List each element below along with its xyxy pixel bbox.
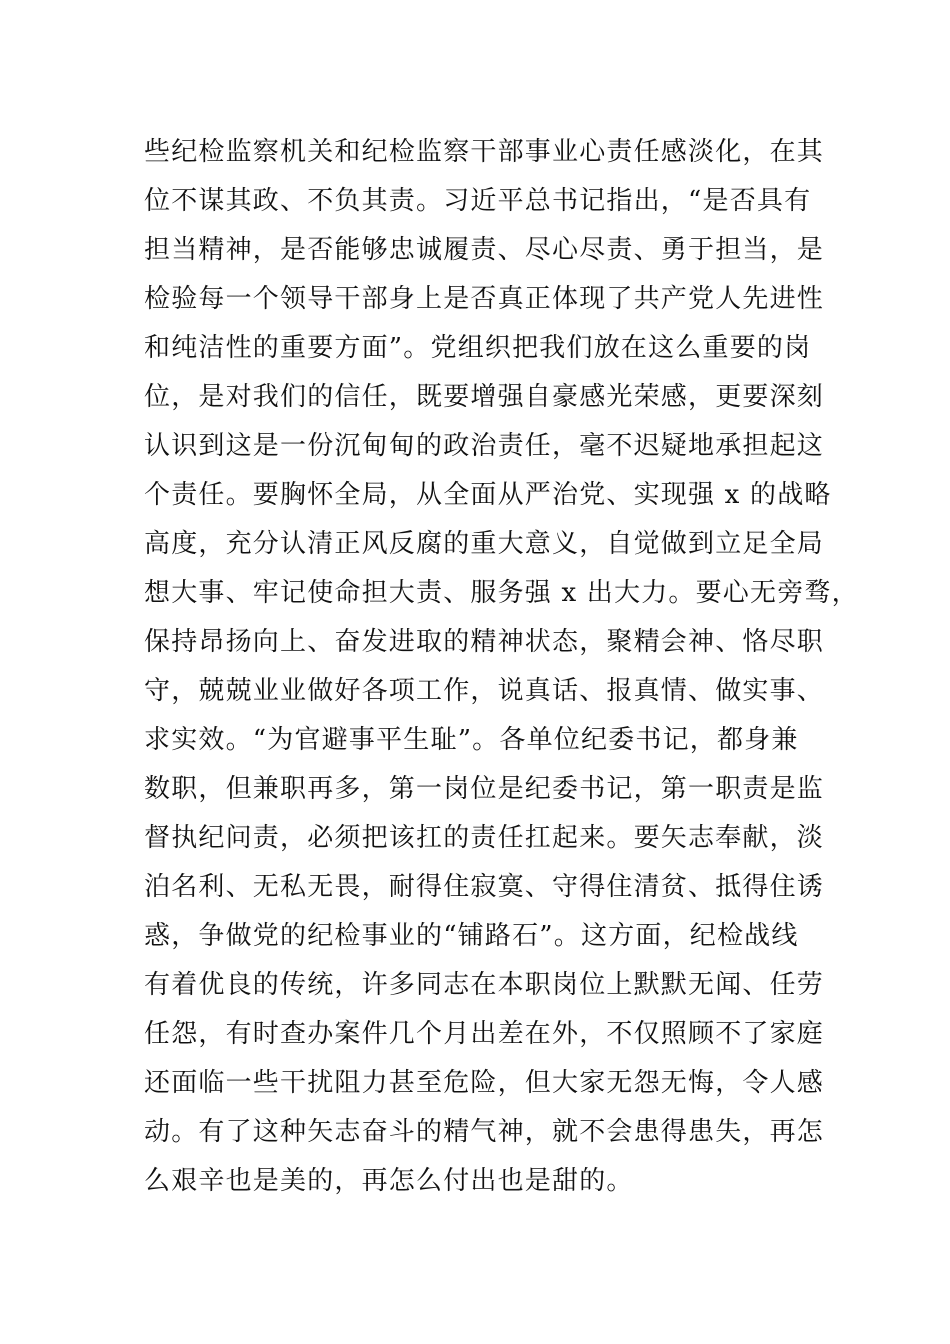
- text-line: 泊名利、无私无畏，耐得住寂寞、守得住清贫、抵得住诱: [144, 872, 825, 902]
- text-line: 保持昂扬向上、奋发进取的精神状态，聚精会神、恪尽职: [144, 627, 825, 657]
- text-line: 惑，争做党的纪检事业的“铺路石”。这方面，纪检战线: [144, 921, 799, 951]
- text-line: 和纯洁性的重要方面”。党组织把我们放在这么重要的岗: [144, 333, 812, 363]
- text-line: 想大事、牢记使命担大责、服务强 x 出大力。要心无旁骛，: [144, 578, 859, 608]
- text-line: 位不谋其政、不负其责。习近平总书记指出，“是否具有: [144, 186, 812, 216]
- text-line: 有着优良的传统，许多同志在本职岗位上默默无闻、任劳: [144, 970, 825, 1000]
- text-line: 担当精神，是否能够忠诚履责、尽心尽责、勇于担当，是: [144, 235, 825, 265]
- text-line: 些纪检监察机关和纪检监察干部事业心责任感淡化，在其: [144, 137, 825, 167]
- body-paragraph: [144, 128, 859, 1206]
- text-line: 还面临一些干扰阻力甚至危险，但大家无怨无悔，令人感: [144, 1068, 825, 1098]
- text-line: 动。有了这种矢志奋斗的精气神，就不会患得患失，再怎: [144, 1117, 825, 1147]
- text-line: 高度，充分认清正风反腐的重大意义，自觉做到立足全局: [144, 529, 825, 559]
- text-line: 督执纪问责，必须把该扛的责任扛起来。要矢志奉献，淡: [144, 823, 825, 853]
- text-line: 任怨，有时查办案件几个月出差在外，不仅照顾不了家庭: [144, 1019, 825, 1049]
- text-line: 个责任。要胸怀全局，从全面从严治党、实现强 x 的战略: [144, 480, 832, 510]
- text-line: 数职，但兼职再多，第一岗位是纪委书记，第一职责是监: [144, 774, 825, 804]
- text-line: 求实效。“为官避事平生耻”。各单位纪委书记，都身兼: [144, 725, 799, 755]
- text-line: 检验每一个领导干部身上是否真正体现了共产党人先进性: [144, 284, 825, 314]
- text-line: 位，是对我们的信任，既要增强自豪感光荣感，更要深刻: [144, 382, 825, 412]
- text-line: 守，兢兢业业做好各项工作，说真话、报真情、做实事、: [144, 676, 825, 706]
- text-line: 认识到这是一份沉甸甸的政治责任，毫不迟疑地承担起这: [144, 431, 825, 461]
- text-line: 么艰辛也是美的，再怎么付出也是甜的。: [144, 1166, 634, 1196]
